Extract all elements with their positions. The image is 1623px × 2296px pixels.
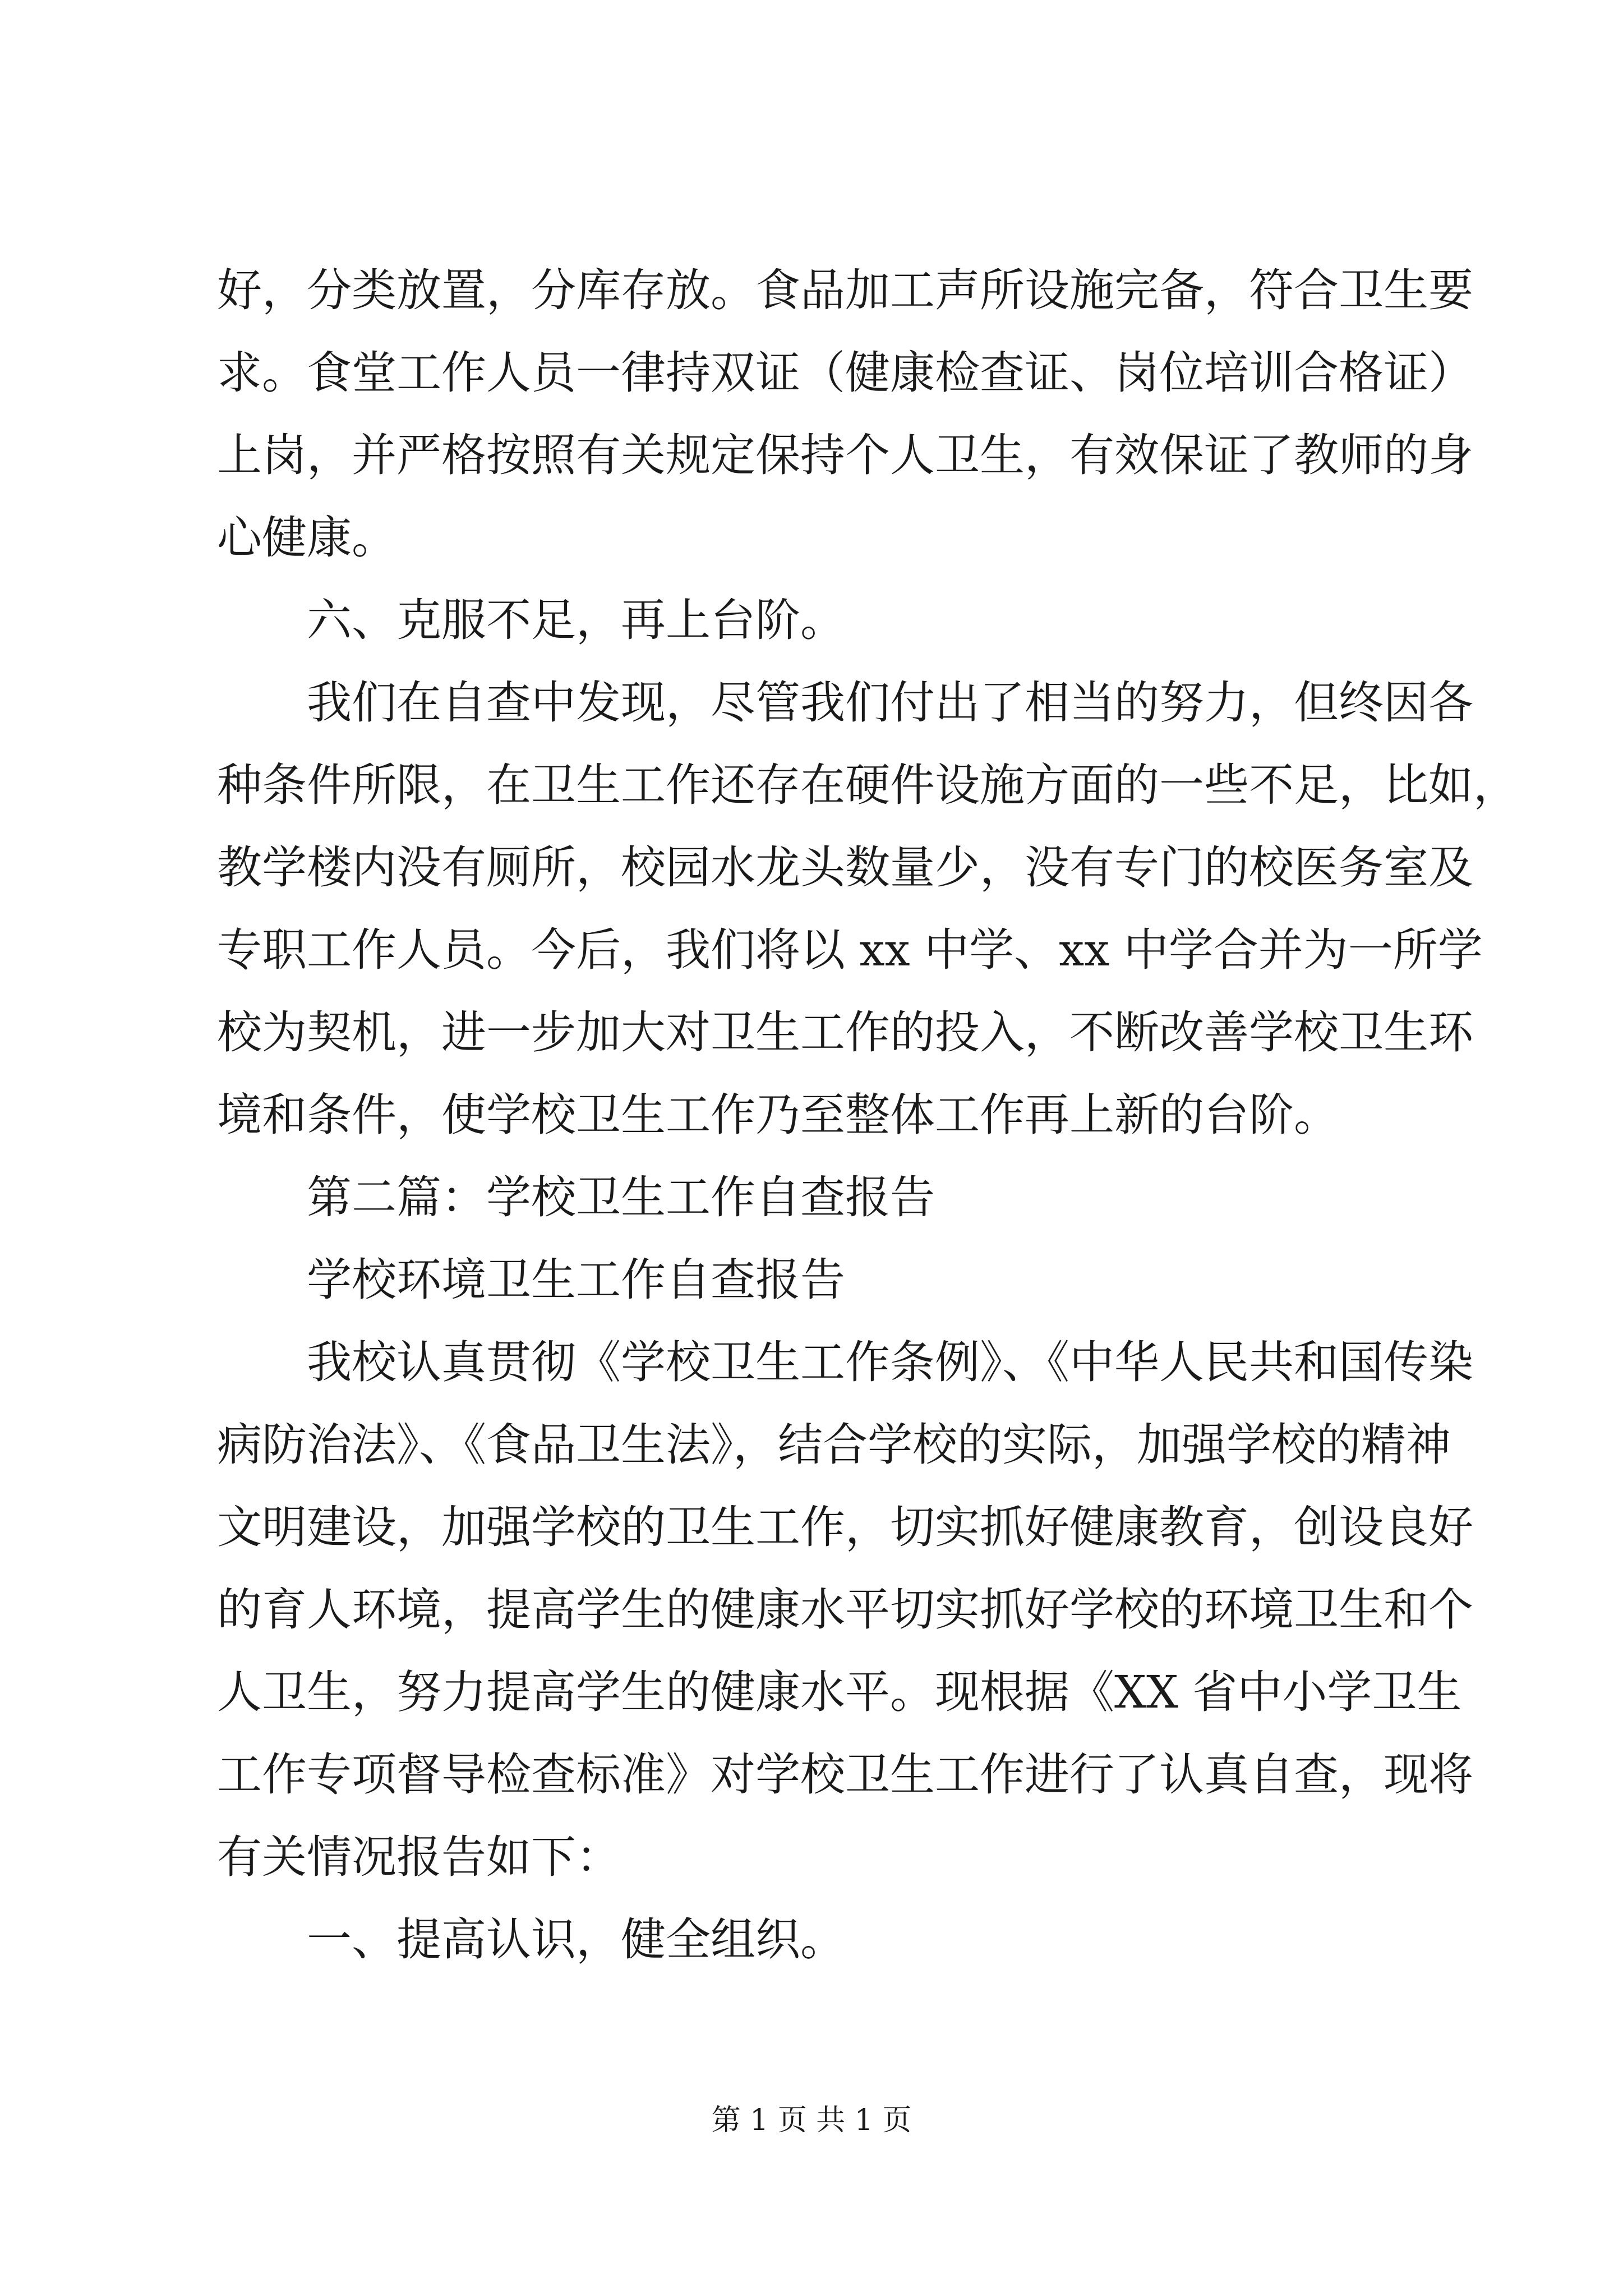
body-line: 境和条件，使学校卫生工作乃至整体工作再上新的台阶。 xyxy=(217,1089,1339,1141)
body-line: 教学楼内没有厕所，校园水龙头数量少，没有专门的校医务室及 xyxy=(217,841,1473,894)
body-line: 专职工作人员。今后，我们将以 xx 中学、xx 中学合并为一所学 xyxy=(217,924,1483,976)
body-line: 病防治法》、《食品卫生法》，结合学校的实际，加强学校的精神 xyxy=(217,1419,1451,1471)
body-line: 的育人环境，提高学生的健康水平切实抓好学校的环境卫生和个 xyxy=(217,1584,1473,1636)
page-number-footer: 第 1 页 共 1 页 xyxy=(711,2104,912,2137)
body-line: 心健康。 xyxy=(217,512,396,564)
body-line: 种条件所限，在卫生工作还存在硬件设施方面的一些不足，比如， xyxy=(217,759,1518,811)
body-line: 人卫生，努力提高学生的健康水平。现根据《XX 省中小学卫生 xyxy=(217,1666,1462,1718)
body-line: 工作专项督导检查标准》对学校卫生工作进行了认真自查，现将 xyxy=(217,1749,1473,1801)
body-line: 求。食堂工作人员一律持双证（健康检查证、岗位培训合格证） xyxy=(217,347,1473,399)
section-heading: 一、提高认识，健全组织。 xyxy=(307,1913,845,1966)
body-line: 我们在自查中发现，尽管我们付出了相当的努力，但终因各 xyxy=(307,677,1473,729)
body-line: 上岗，并严格按照有关规定保持个人卫生，有效保证了教师的身 xyxy=(217,429,1473,481)
report-title: 学校环境卫生工作自查报告 xyxy=(307,1254,845,1306)
body-line: 有关情况报告如下： xyxy=(217,1831,621,1883)
chapter-title: 第二篇：学校卫生工作自查报告 xyxy=(307,1171,935,1223)
body-line: 文明建设，加强学校的卫生工作，切实抓好健康教育，创设良好 xyxy=(217,1501,1473,1553)
section-heading: 六、克服不足，再上台阶。 xyxy=(307,594,845,646)
body-line: 我校认真贯彻《学校卫生工作条例》、《中华人民共和国传染 xyxy=(307,1336,1473,1388)
body-line: 校为契机，进一步加大对卫生工作的投入，不断改善学校卫生环 xyxy=(217,1006,1473,1059)
body-line: 好，分类放置，分库存放。食品加工声所设施完备，符合卫生要 xyxy=(217,264,1473,316)
